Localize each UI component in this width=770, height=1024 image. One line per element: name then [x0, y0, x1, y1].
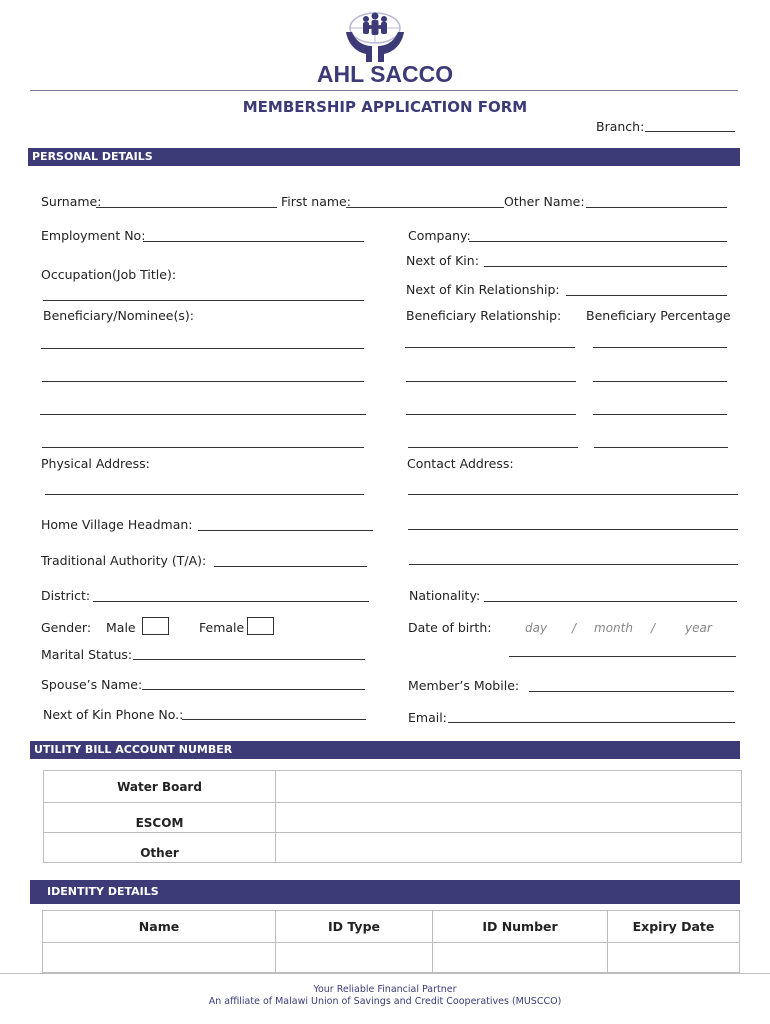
marital-status-label: Marital Status: — [41, 647, 133, 662]
home-village-label: Home Village Headman: — [41, 517, 193, 532]
branch-label: Branch: — [596, 119, 645, 134]
spouse-name-label: Spouse’s Name: — [41, 677, 143, 692]
member-mobile-label: Member’s Mobile: — [408, 678, 520, 693]
nationality-label: Nationality: — [409, 588, 481, 603]
utility-label-escom: ESCOM — [44, 803, 276, 833]
branch-field[interactable] — [645, 131, 735, 132]
hands-holding-family-icon — [342, 8, 408, 64]
utility-value-water-board[interactable] — [276, 771, 742, 803]
other-name-label: Other Name: — [504, 194, 585, 209]
table-row — [44, 771, 742, 803]
dob-label: Date of birth: — [408, 620, 492, 635]
female-label: Female — [199, 620, 245, 635]
marital-status-field[interactable] — [133, 659, 365, 660]
email-field[interactable] — [448, 722, 735, 723]
employment-no-field[interactable] — [143, 241, 364, 242]
beneficiary-name-field[interactable] — [42, 447, 364, 448]
physical-address-field[interactable] — [45, 494, 364, 495]
dob-separator: / — [651, 621, 656, 635]
spouse-name-field[interactable] — [142, 689, 365, 690]
contact-address-field[interactable] — [408, 529, 738, 530]
beneficiary-relationship-label: Beneficiary Relationship: — [406, 308, 562, 323]
contact-address-field[interactable] — [409, 564, 738, 565]
column-header-name: Name — [43, 911, 276, 943]
company-field[interactable] — [469, 241, 727, 242]
member-mobile-field[interactable] — [529, 691, 734, 692]
table-row — [43, 911, 740, 943]
next-of-kin-field[interactable] — [484, 266, 727, 267]
form-title: MEMBERSHIP APPLICATION FORM — [242, 98, 528, 116]
occupation-field[interactable] — [43, 300, 364, 301]
company-label: Company: — [408, 228, 471, 243]
footer-tagline: Your Reliable Financial Partner — [313, 984, 457, 995]
other-name-field[interactable] — [586, 207, 727, 208]
identity-id-type-cell[interactable] — [276, 943, 433, 973]
utility-label-other: Other — [44, 833, 276, 863]
surname-field[interactable] — [96, 207, 277, 208]
header-rule — [30, 90, 738, 91]
physical-address-label: Physical Address: — [41, 456, 150, 471]
dob-underline — [509, 656, 736, 657]
beneficiary-relationship-field[interactable] — [406, 414, 576, 415]
male-label: Male — [106, 620, 136, 635]
utility-value-other[interactable] — [276, 833, 742, 863]
next-of-kin-label: Next of Kin: — [406, 253, 479, 268]
utility-bill-header: UTILITY BILL ACCOUNT NUMBER — [30, 741, 740, 759]
contact-address-field[interactable] — [408, 494, 738, 495]
first-name-field[interactable] — [346, 207, 504, 208]
traditional-authority-field[interactable] — [214, 566, 367, 567]
surname-label: Surname: — [41, 194, 102, 209]
occupation-label: Occupation(Job Title): — [41, 267, 177, 282]
beneficiary-percentage-field[interactable] — [593, 381, 727, 382]
column-header-id-type: ID Type — [276, 911, 433, 943]
beneficiary-name-field[interactable] — [42, 381, 364, 382]
beneficiary-relationship-field[interactable] — [405, 347, 575, 348]
district-label: District: — [41, 588, 91, 603]
table-row — [44, 803, 742, 833]
table-row — [43, 943, 740, 973]
beneficiary-percentage-field[interactable] — [593, 414, 727, 415]
org-name: AHL SACCO — [316, 61, 454, 87]
male-checkbox[interactable] — [142, 617, 169, 635]
contact-address-label: Contact Address: — [407, 456, 514, 471]
beneficiary-percentage-field[interactable] — [594, 447, 728, 448]
beneficiary-label: Beneficiary/Nominee(s): — [43, 308, 194, 323]
beneficiary-relationship-field[interactable] — [406, 381, 576, 382]
column-header-expiry-date: Expiry Date — [608, 911, 740, 943]
identity-id-number-cell[interactable] — [433, 943, 608, 973]
column-header-id-number: ID Number — [433, 911, 608, 943]
traditional-authority-label: Traditional Authority (T/A): — [41, 553, 207, 568]
utility-label-water-board: Water Board — [44, 771, 276, 803]
email-label: Email: — [408, 710, 447, 725]
first-name-label: First name: — [281, 194, 351, 209]
dob-day-field[interactable]: day — [525, 621, 548, 635]
table-row — [44, 833, 742, 863]
beneficiary-name-field[interactable] — [41, 348, 364, 349]
footer-affiliation: An affiliate of Malawi Union of Savings and Credit Cooperatives (MUSCCO) — [208, 996, 562, 1007]
dob-month-field[interactable]: month — [594, 621, 633, 635]
home-village-field[interactable] — [198, 530, 373, 531]
identity-expiry-date-cell[interactable] — [608, 943, 740, 973]
dob-separator: / — [572, 621, 577, 635]
dob-year-field[interactable]: year — [685, 621, 712, 635]
beneficiary-percentage-field[interactable] — [593, 347, 727, 348]
next-of-kin-relationship-label: Next of Kin Relationship: — [406, 282, 560, 297]
personal-details-header: PERSONAL DETAILS — [28, 148, 740, 166]
identity-name-cell[interactable] — [43, 943, 276, 973]
utility-bill-table — [43, 770, 742, 863]
identity-details-table — [42, 910, 740, 973]
beneficiary-percentage-label: Beneficiary Percentage — [586, 308, 731, 323]
employment-no-label: Employment No: — [41, 228, 146, 243]
beneficiary-relationship-field[interactable] — [408, 447, 578, 448]
beneficiary-name-field[interactable] — [40, 414, 366, 415]
next-of-kin-phone-field[interactable] — [182, 719, 366, 720]
footer-rule — [0, 973, 770, 974]
nationality-field[interactable] — [484, 601, 737, 602]
utility-value-escom[interactable] — [276, 803, 742, 833]
next-of-kin-relationship-field[interactable] — [566, 295, 727, 296]
female-checkbox[interactable] — [247, 617, 274, 635]
identity-details-header: IDENTITY DETAILS — [30, 880, 740, 904]
next-of-kin-phone-label: Next of Kin Phone No.: — [43, 707, 184, 722]
gender-label: Gender: — [41, 620, 92, 635]
district-field[interactable] — [93, 601, 369, 602]
